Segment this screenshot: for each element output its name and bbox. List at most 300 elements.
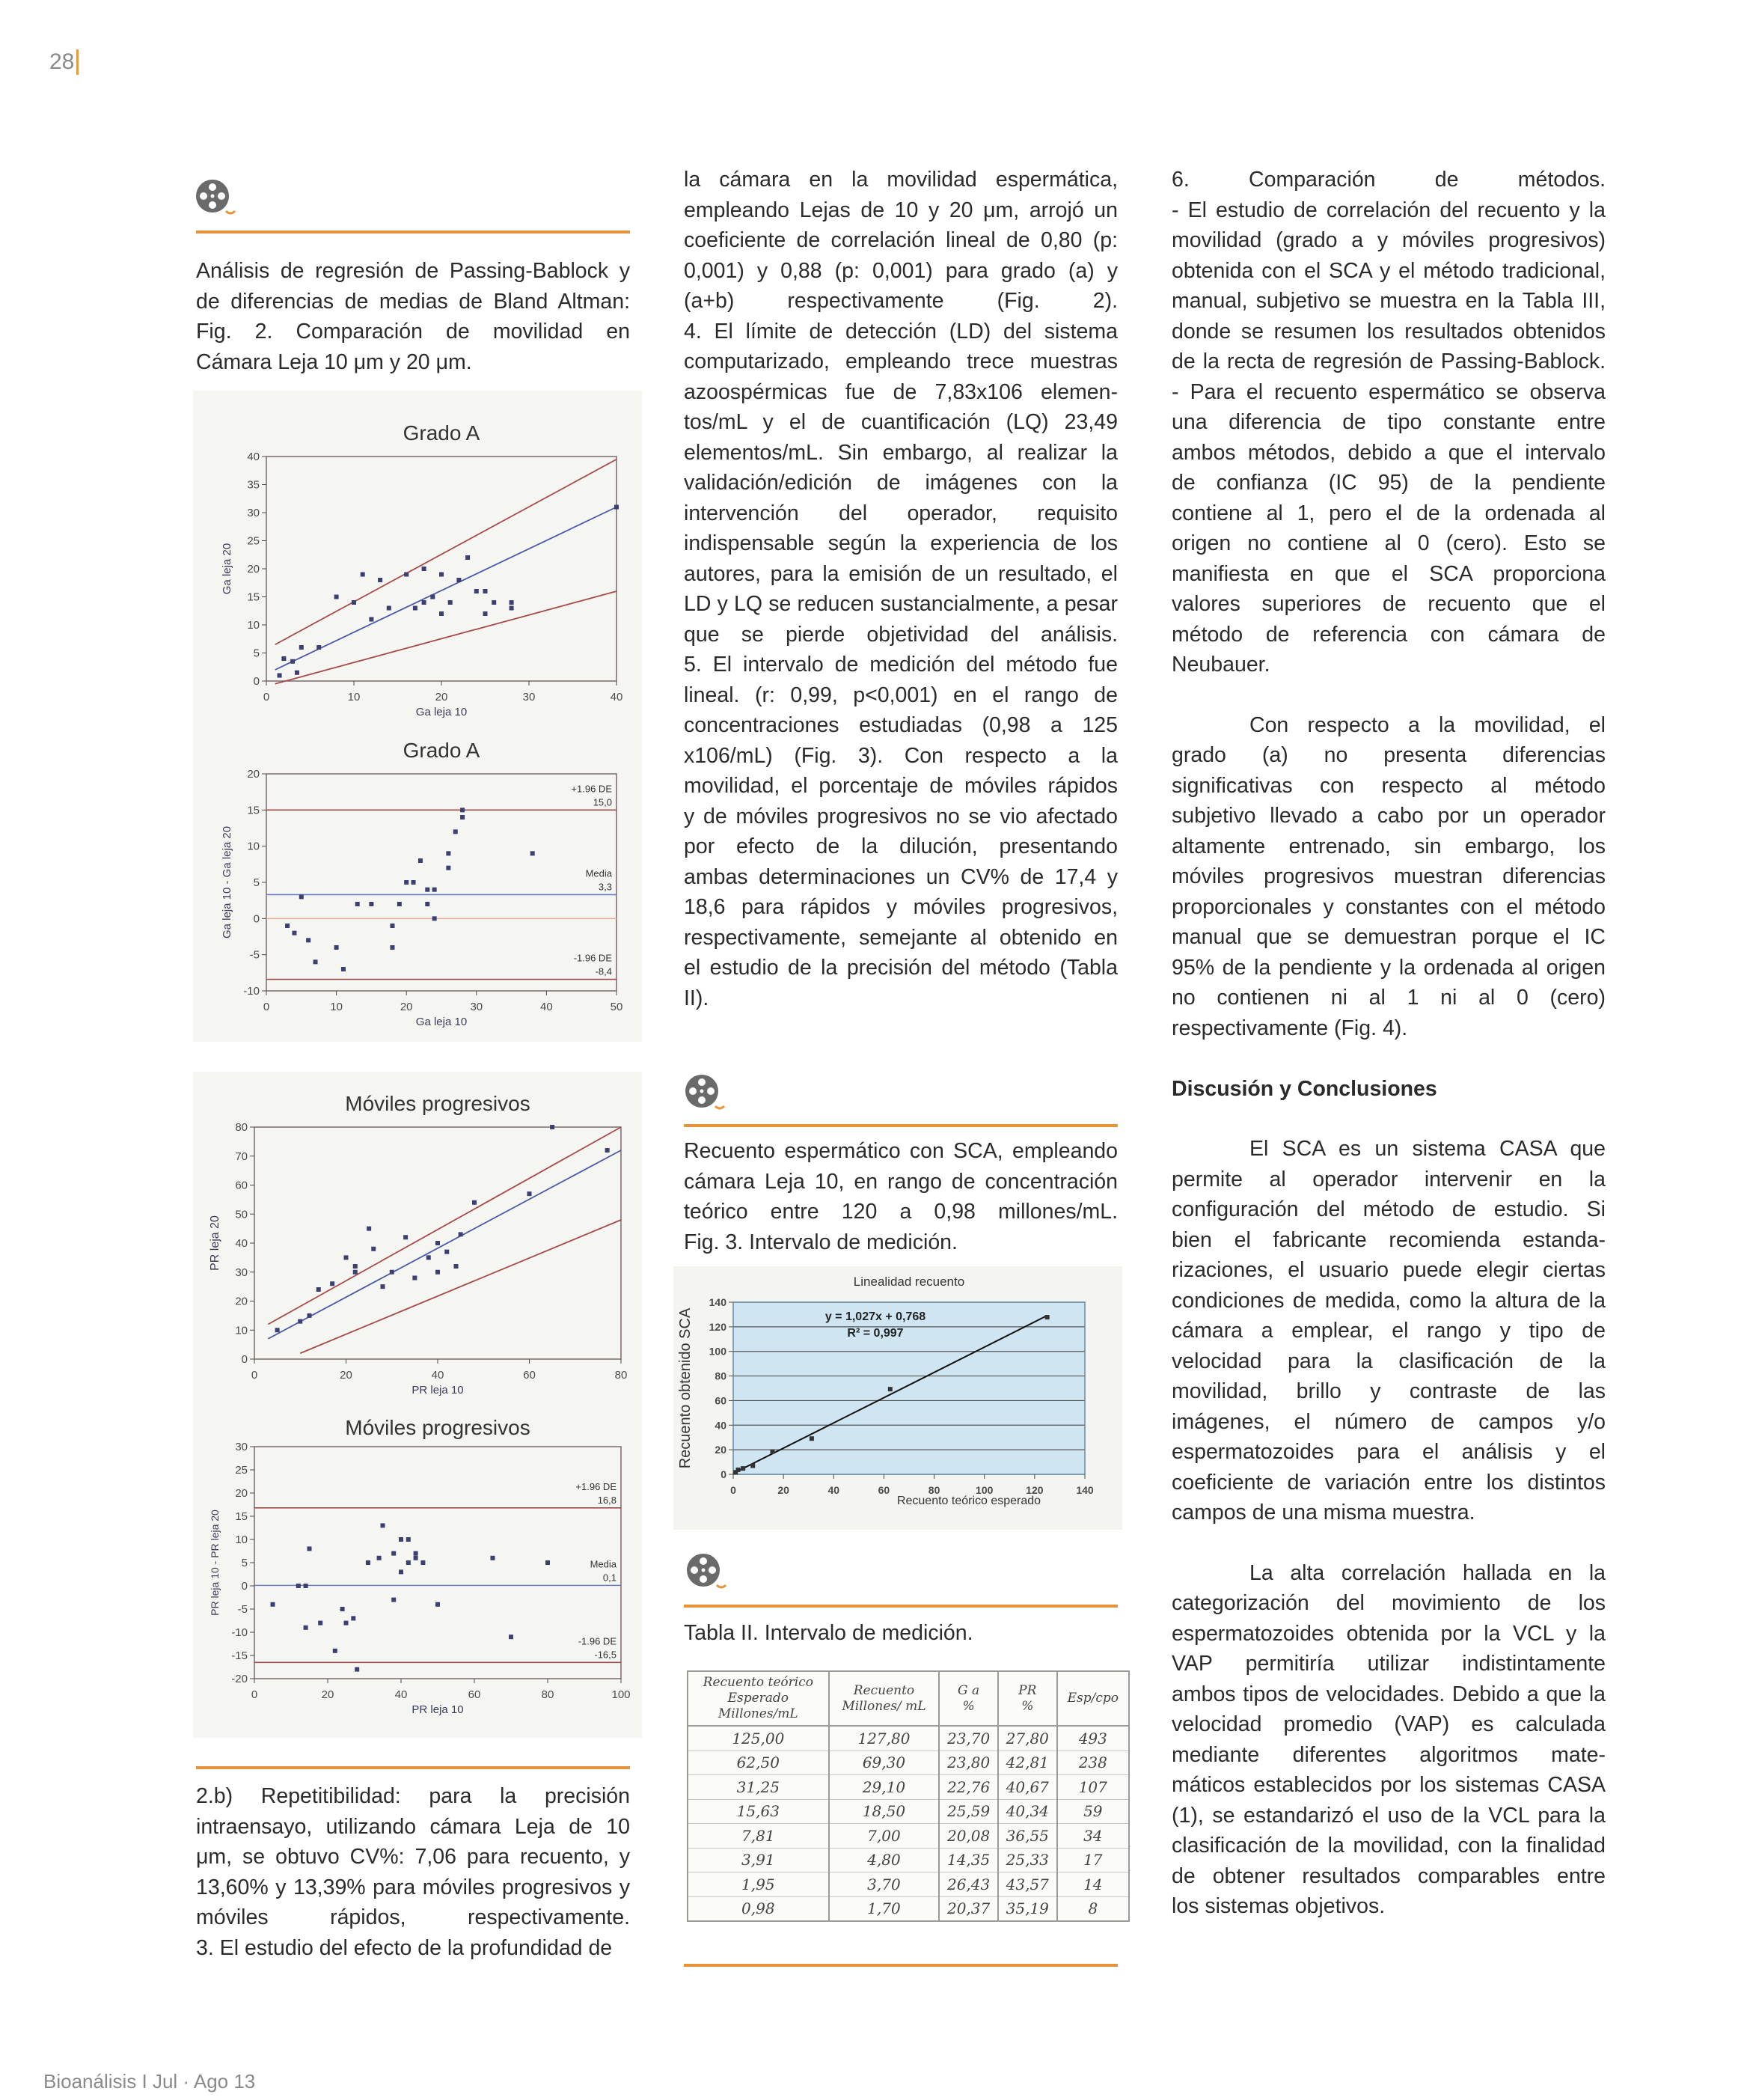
data-point xyxy=(399,1537,403,1542)
y-tick-label: 30 xyxy=(235,1441,248,1453)
y-tick-label: -20 xyxy=(231,1673,248,1685)
data-point xyxy=(404,573,409,577)
data-point xyxy=(371,1247,376,1251)
data-point xyxy=(299,894,304,899)
data-point xyxy=(430,595,435,599)
text-line: ambas determinaciones un CV% de 17,4 y xyxy=(684,864,1118,889)
chart-annotation: y = 1,027x + 0,768 xyxy=(824,1310,926,1323)
x-tick-label: 140 xyxy=(1076,1484,1094,1496)
fig2-caption xyxy=(196,256,630,377)
reference-line-label: Media xyxy=(590,1558,617,1570)
section-rule xyxy=(196,231,630,233)
table-cell: 127,80 xyxy=(829,1726,940,1750)
data-point xyxy=(426,1255,431,1260)
data-point xyxy=(810,1436,814,1441)
text-line: El SCA es un sistema CASA que xyxy=(1249,1137,1606,1161)
data-point xyxy=(510,606,514,611)
table-cell: 3,70 xyxy=(829,1872,940,1897)
text-line: respectivamente, semejante al obtenido en xyxy=(684,925,1118,950)
fig2b-panel xyxy=(193,1072,642,1738)
text-line: ambos tipos de velocidades. Debido a que la xyxy=(1172,1682,1606,1706)
reference-line-value: 16,8 xyxy=(597,1494,617,1506)
text-line: movilidad, brillo y contraste de las xyxy=(1172,1379,1606,1403)
data-point xyxy=(344,1621,349,1626)
data-point xyxy=(271,1602,275,1607)
data-point xyxy=(474,589,479,593)
y-tick-label: 100 xyxy=(709,1345,726,1358)
table-row xyxy=(688,1872,1129,1897)
data-point xyxy=(456,578,461,582)
data-point xyxy=(472,1200,477,1205)
data-point xyxy=(334,945,339,950)
text-line: condiciones de medida, como la altura de la xyxy=(1172,1288,1606,1313)
data-point xyxy=(391,1551,396,1556)
x-tick-label: 60 xyxy=(878,1484,890,1496)
data-point xyxy=(361,573,365,577)
data-point xyxy=(397,902,402,906)
y-tick-label: 15 xyxy=(235,1510,248,1523)
text-line: rizaciones, el usuario puede elegir ciertas xyxy=(1172,1258,1606,1282)
table-cell: 15,63 xyxy=(688,1799,829,1824)
plot-frame xyxy=(254,1447,621,1679)
reference-line-value: 15,0 xyxy=(593,796,612,808)
text-line: método de referencia con cámara de xyxy=(1172,622,1606,647)
text-line: azoospérmicas fue de 7,83x106 elemen- xyxy=(684,379,1118,404)
data-point xyxy=(387,606,391,611)
table-cell: 31,25 xyxy=(688,1775,829,1800)
data-point xyxy=(425,902,429,906)
text-line: imágenes, el número de campos y/o xyxy=(1172,1409,1606,1434)
data-point xyxy=(453,829,458,834)
data-point xyxy=(299,645,304,650)
data-point xyxy=(432,888,437,892)
y-tick-label: 40 xyxy=(235,1237,248,1250)
x-tick-label: 80 xyxy=(928,1484,940,1496)
data-point xyxy=(448,600,453,605)
y-tick-label: 5 xyxy=(253,647,260,660)
text-line: - Para el recuento espermático se observa xyxy=(1172,379,1606,404)
fig3-panel xyxy=(673,1266,1122,1530)
header-text: Recuento teórico xyxy=(703,1675,813,1690)
table-cell: 8 xyxy=(1057,1896,1129,1921)
text-line: x106/mL) (Fig. 3). Con respecto a la xyxy=(684,743,1118,768)
text-line: 6. Comparación de métodos. xyxy=(1172,168,1606,192)
table-cell: 20,37 xyxy=(939,1896,998,1921)
y-tick-label: 10 xyxy=(235,1533,248,1546)
data-point xyxy=(1045,1315,1050,1319)
x-tick-label: 80 xyxy=(614,1369,628,1382)
chart-title: Linealidad recuento xyxy=(853,1275,965,1289)
text-line: - El estudio de correlación del recuento y la xyxy=(1172,198,1606,222)
data-point xyxy=(304,1584,308,1588)
y-axis-label: Ga leja 20 xyxy=(221,543,233,595)
y-axis-label: PR leja 10 - PR leja 20 xyxy=(209,1510,221,1616)
y-tick-label: -15 xyxy=(231,1649,248,1662)
x-axis-label: Recuento teórico esperado xyxy=(896,1495,1041,1507)
data-point xyxy=(316,1287,321,1292)
y-tick-label: 10 xyxy=(247,840,260,853)
y-tick-label: 50 xyxy=(235,1208,248,1221)
header-text: % xyxy=(962,1698,975,1714)
table-cell: 59 xyxy=(1057,1799,1129,1824)
text-line: Neubauer. xyxy=(1172,653,1270,677)
fig3-caption xyxy=(684,1136,1118,1257)
data-point xyxy=(418,858,423,863)
data-point xyxy=(446,851,450,855)
film-reel-icon xyxy=(682,1072,727,1117)
text-line: II). xyxy=(684,986,709,1010)
text-line: coeficiente de variación entre los distintos xyxy=(1172,1470,1606,1495)
data-point xyxy=(454,1264,459,1269)
chart-title: Móviles progresivos xyxy=(345,1416,530,1439)
chart-title: Grado A xyxy=(403,739,480,762)
x-tick-label: 60 xyxy=(468,1688,481,1701)
data-point xyxy=(404,880,409,885)
data-point xyxy=(308,1546,312,1551)
data-point xyxy=(422,567,426,571)
text-line: no contienen ni al 1 ni al 0 (cero) xyxy=(1172,986,1606,1010)
y-tick-label: 5 xyxy=(241,1557,248,1569)
data-point xyxy=(460,808,465,812)
table-cell: 34 xyxy=(1057,1824,1129,1849)
table-header-cell xyxy=(939,1671,998,1726)
text-line: elementos/mL. Sin embargo, al realizar la xyxy=(684,440,1118,465)
header-text: % xyxy=(1021,1698,1034,1714)
data-point xyxy=(290,659,295,664)
x-tick-label: 0 xyxy=(251,1688,258,1701)
table-cell: 0,98 xyxy=(688,1896,829,1921)
x-tick-label: 0 xyxy=(263,691,270,703)
table-header-cell xyxy=(688,1671,829,1726)
text-line: 4. El límite de detección (LD) del sistema xyxy=(684,319,1118,344)
col3-para2 xyxy=(1172,710,1606,1044)
y-tick-label: 20 xyxy=(235,1295,248,1308)
data-point xyxy=(352,600,356,605)
data-point xyxy=(736,1468,741,1472)
y-tick-label: 25 xyxy=(235,1464,248,1477)
data-point xyxy=(483,589,488,593)
table-cell: 493 xyxy=(1057,1726,1129,1750)
y-tick-label: 30 xyxy=(235,1266,248,1279)
text-line: velocidad promedio (VAP) es calculada xyxy=(1172,1712,1606,1736)
table-cell: 40,34 xyxy=(998,1799,1057,1824)
table-cell: 1,70 xyxy=(829,1896,940,1921)
header-text: Esperado xyxy=(727,1691,789,1706)
y-tick-label: 25 xyxy=(247,534,260,548)
x-tick-label: 100 xyxy=(611,1688,631,1701)
text-line: obtenida con el SCA y el método tradicional, xyxy=(1172,258,1606,283)
reference-line-label: +1.96 DE xyxy=(575,1480,617,1492)
table-cell: 14,35 xyxy=(939,1848,998,1872)
y-tick-label: 80 xyxy=(235,1121,248,1134)
table-cell: 17 xyxy=(1057,1848,1129,1872)
regression-line xyxy=(300,1220,621,1353)
text-line: 0,001) y 0,88 (p: 0,001) para grado (a) y xyxy=(684,258,1118,283)
section-rule xyxy=(684,1964,1118,1967)
text-line: Con respecto a la movilidad, el xyxy=(1249,712,1606,737)
data-point xyxy=(399,1569,403,1574)
y-tick-label: 40 xyxy=(247,451,260,463)
data-point xyxy=(439,573,444,577)
text-line: subjetivo llevado a cabo por un operador xyxy=(1172,804,1606,828)
y-tick-label: 20 xyxy=(235,1487,248,1500)
text-line: 13,60% y 13,39% para móviles progresivos y xyxy=(196,1875,630,1899)
data-point xyxy=(741,1466,745,1471)
text-line: (a+b) respectivamente (Fig. 2). xyxy=(684,289,1118,313)
y-tick-label: 30 xyxy=(247,507,260,519)
y-tick-label: 15 xyxy=(247,590,260,604)
data-point xyxy=(491,1556,495,1560)
col1-body-lines xyxy=(196,1781,630,1963)
data-point xyxy=(465,555,470,560)
header-text: Recuento xyxy=(853,1682,915,1698)
table-row xyxy=(688,1726,1129,1750)
data-point xyxy=(432,916,437,921)
y-tick-label: 20 xyxy=(247,768,260,781)
data-point xyxy=(413,606,417,611)
table-cell: 23,80 xyxy=(939,1750,998,1775)
data-point xyxy=(353,1270,358,1275)
text-line: empleando Lejas de 10 y 20 μm, arrojó un xyxy=(684,198,1118,222)
x-tick-label: 40 xyxy=(610,691,623,703)
text-line: clasificación de la movilidad, con la finalidad xyxy=(1172,1834,1606,1858)
y-tick-label: 80 xyxy=(715,1370,726,1382)
x-tick-label: 0 xyxy=(263,1001,270,1013)
table-cell: 36,55 xyxy=(998,1824,1057,1849)
text-line: categorización del movimiento de los xyxy=(1172,1591,1606,1615)
text-line: manual que se demuestran porque el IC xyxy=(1172,925,1606,949)
section-rule xyxy=(684,1124,1118,1127)
data-point xyxy=(439,611,444,616)
data-point xyxy=(344,1255,349,1260)
x-tick-label: 40 xyxy=(540,1001,553,1013)
y-tick-label: 20 xyxy=(715,1444,726,1456)
text-line: (1), se estandarizó el uso de la VCL para la xyxy=(1172,1803,1606,1828)
data-point xyxy=(422,600,426,605)
data-point xyxy=(298,1319,302,1324)
y-tick-label: 0 xyxy=(241,1580,248,1593)
col2-body-lines xyxy=(684,165,1118,1013)
table-cell: 25,59 xyxy=(939,1799,998,1824)
data-point xyxy=(614,505,619,510)
data-point xyxy=(296,1584,301,1588)
data-point xyxy=(414,1556,418,1560)
y-tick-label: 60 xyxy=(715,1394,726,1407)
data-point xyxy=(334,595,339,599)
data-point xyxy=(369,902,373,906)
text-line: espermatozoides para el análisis y el xyxy=(1172,1440,1606,1464)
regression-line xyxy=(268,1150,621,1339)
text-line: que se pierde objetividad del análisis. xyxy=(684,622,1118,647)
data-point xyxy=(292,931,296,935)
y-tick-label: 15 xyxy=(247,804,260,817)
text-line: computarizado, empleando trece muestras xyxy=(684,350,1118,373)
data-point xyxy=(527,1191,532,1196)
page-number: 28 xyxy=(49,49,79,75)
x-tick-label: 80 xyxy=(541,1688,554,1701)
text-line: de confianza (IC 95) de la pendiente xyxy=(1172,471,1606,495)
table-cell: 18,50 xyxy=(829,1799,940,1824)
table-cell: 3,91 xyxy=(688,1848,829,1872)
table-cell: 20,08 xyxy=(939,1824,998,1849)
table-cell: 23,70 xyxy=(939,1726,998,1750)
chart-grado-a-regression xyxy=(193,391,642,720)
data-point xyxy=(285,924,290,928)
data-point xyxy=(414,1551,418,1556)
text-line: Cámara Leja 10 μm y 20 μm. xyxy=(196,350,472,374)
data-point xyxy=(330,1281,334,1286)
text-line: móviles progresivos muestran diferencias xyxy=(1172,864,1606,888)
regression-line xyxy=(275,460,617,645)
text-line: el estudio de la precisión del método (Tabla xyxy=(684,956,1118,980)
data-point xyxy=(435,1602,440,1607)
text-line: y de móviles progresivos no se vio afectado xyxy=(684,804,1118,828)
reference-line-value: 0,1 xyxy=(602,1572,617,1584)
film-reel-icon xyxy=(684,1551,729,1596)
reference-line-value: -8,4 xyxy=(595,965,612,977)
fig3-caption-lines xyxy=(684,1136,1118,1257)
text-line: configuración del método de estudio. Si xyxy=(1172,1197,1606,1221)
x-tick-label: 30 xyxy=(522,691,536,703)
chart-title: Grado A xyxy=(403,421,480,445)
x-tick-label: 120 xyxy=(1026,1484,1044,1496)
reference-line-label: -1.96 DE xyxy=(573,952,612,964)
text-line: Fig. 3. Intervalo de medición. xyxy=(684,1230,958,1254)
table-cell: 40,67 xyxy=(998,1775,1057,1800)
data-point xyxy=(381,1523,385,1527)
table-row xyxy=(688,1824,1129,1849)
chart-moviles-progresivos-bland-altman xyxy=(193,1405,642,1738)
table-row xyxy=(688,1775,1129,1800)
x-tick-label: 60 xyxy=(523,1369,536,1382)
text-line: teórico entre 120 a 0,98 millones/mL. xyxy=(684,1200,1118,1224)
x-tick-label: 10 xyxy=(347,691,361,703)
reference-line-label: Media xyxy=(585,867,612,879)
data-point xyxy=(435,1241,440,1245)
fig2-panel xyxy=(193,391,642,1042)
text-line: intervención del operador, requisito xyxy=(684,501,1118,525)
table-cell: 29,10 xyxy=(829,1775,940,1800)
x-tick-label: 30 xyxy=(470,1001,483,1013)
text-line: donde se resumen los resultados obtenidos xyxy=(1172,319,1606,344)
text-line: La alta correlación hallada en la xyxy=(1249,1560,1606,1585)
y-axis-label: Ga leja 10 - Ga leja 20 xyxy=(221,825,233,939)
text-line: máticos establecidos por los sistemas CASA xyxy=(1172,1773,1606,1797)
header-text: G a xyxy=(958,1682,980,1698)
text-line: ambos métodos, debido a que el intervalo xyxy=(1172,440,1606,465)
text-line: una diferencia de tipo constante entre xyxy=(1172,410,1606,434)
data-point xyxy=(275,1328,280,1332)
y-tick-label: -10 xyxy=(243,985,260,998)
y-tick-label: -5 xyxy=(237,1603,248,1616)
section-rule xyxy=(196,1766,630,1769)
data-point xyxy=(406,1560,411,1565)
data-point xyxy=(510,600,514,605)
x-tick-label: 20 xyxy=(777,1484,789,1496)
y-tick-label: 0 xyxy=(721,1468,726,1480)
text-line: tos/mL y el de cuantificación (LQ) 23,49 xyxy=(684,410,1118,434)
text-line: velocidad para la clasificación de la xyxy=(1172,1349,1606,1373)
x-tick-label: 20 xyxy=(340,1369,352,1382)
text-line: la cámara en la movilidad espermática, xyxy=(684,168,1118,192)
data-point xyxy=(278,674,282,678)
y-tick-label: 40 xyxy=(715,1419,726,1432)
section-rule xyxy=(684,1605,1118,1608)
data-point xyxy=(351,1616,355,1620)
text-line: 3. El estudio del efecto de la profundidad de xyxy=(196,1935,613,1960)
text-line: bien el fabricante recomienda estanda- xyxy=(1172,1227,1606,1252)
text-line: de la recta de regresión de Passing-Bablock. xyxy=(1172,350,1606,373)
table-cell: 4,80 xyxy=(829,1848,940,1872)
x-tick-label: 20 xyxy=(400,1001,413,1013)
x-axis-label: Ga leja 10 xyxy=(415,1016,468,1028)
plot-background xyxy=(733,1302,1085,1474)
y-tick-label: 20 xyxy=(247,563,260,576)
x-axis-label: PR leja 10 xyxy=(412,1384,464,1397)
x-tick-label: 20 xyxy=(321,1688,334,1701)
text-line: respectivamente (Fig. 4). xyxy=(1172,1016,1408,1040)
data-point xyxy=(403,1235,408,1239)
y-tick-label: 0 xyxy=(253,912,260,926)
data-point xyxy=(483,611,488,616)
data-point xyxy=(369,617,373,622)
data-point xyxy=(313,959,318,964)
film-reel-icon xyxy=(193,177,238,222)
data-point xyxy=(435,1270,440,1275)
x-tick-label: 40 xyxy=(431,1369,444,1382)
text-line: coeficiente de correlación lineal de 0,80 (p: xyxy=(684,228,1118,252)
text-line: cámara Leja 10, en rango de concentración xyxy=(684,1169,1118,1194)
reference-line-label: -1.96 DE xyxy=(578,1635,617,1647)
fig2-caption-lines xyxy=(196,256,630,377)
text-line: 95% de la pendiente y la ordenada al origen xyxy=(1172,955,1606,980)
table-cell: 7,81 xyxy=(688,1824,829,1849)
text-line: cámara a emplear, el rango y tipo de xyxy=(1172,1319,1606,1343)
table-row xyxy=(688,1848,1129,1872)
text-line: concentraciones estudiadas (0,98 a 125 xyxy=(684,713,1118,737)
text-line: manifiesta en que el SCA proporciona xyxy=(1172,561,1606,586)
chart-linealidad-recuento xyxy=(673,1266,1122,1530)
table-cell: 62,50 xyxy=(688,1750,829,1775)
data-point xyxy=(341,967,346,971)
table-cell: 107 xyxy=(1057,1775,1129,1800)
reference-line-label: +1.96 DE xyxy=(571,783,612,795)
data-point xyxy=(316,645,321,650)
data-point xyxy=(492,600,496,605)
y-tick-label: 70 xyxy=(235,1150,248,1163)
data-point xyxy=(390,924,394,928)
data-point xyxy=(295,671,299,675)
text-line: altamente entrenado, sin embargo, los xyxy=(1172,834,1606,858)
text-line: por efecto de la dilución, presentando xyxy=(684,834,1118,858)
y-tick-label: 140 xyxy=(709,1296,726,1308)
data-point xyxy=(459,1232,463,1236)
section-heading: Discusión y Conclusiones xyxy=(1172,1076,1437,1101)
data-point xyxy=(281,656,286,661)
text-line: valores superiores de recuento que el xyxy=(1172,592,1606,616)
text-line: los sistemas objetivos. xyxy=(1172,1894,1386,1918)
text-line: mediante diferentes algoritmos mate- xyxy=(1172,1742,1606,1767)
data-point xyxy=(750,1464,755,1468)
reference-line-value: 3,3 xyxy=(598,881,612,893)
data-point xyxy=(460,815,465,819)
x-tick-label: 0 xyxy=(251,1369,258,1382)
text-line: 5. El intervalo de medición del método fue xyxy=(684,653,1118,677)
regression-line xyxy=(268,1127,621,1325)
text-line: lineal. (r: 0,99, p<0,001) en el rango de xyxy=(684,683,1118,707)
regression-line xyxy=(275,507,617,671)
table-cell: 43,57 xyxy=(998,1872,1057,1897)
